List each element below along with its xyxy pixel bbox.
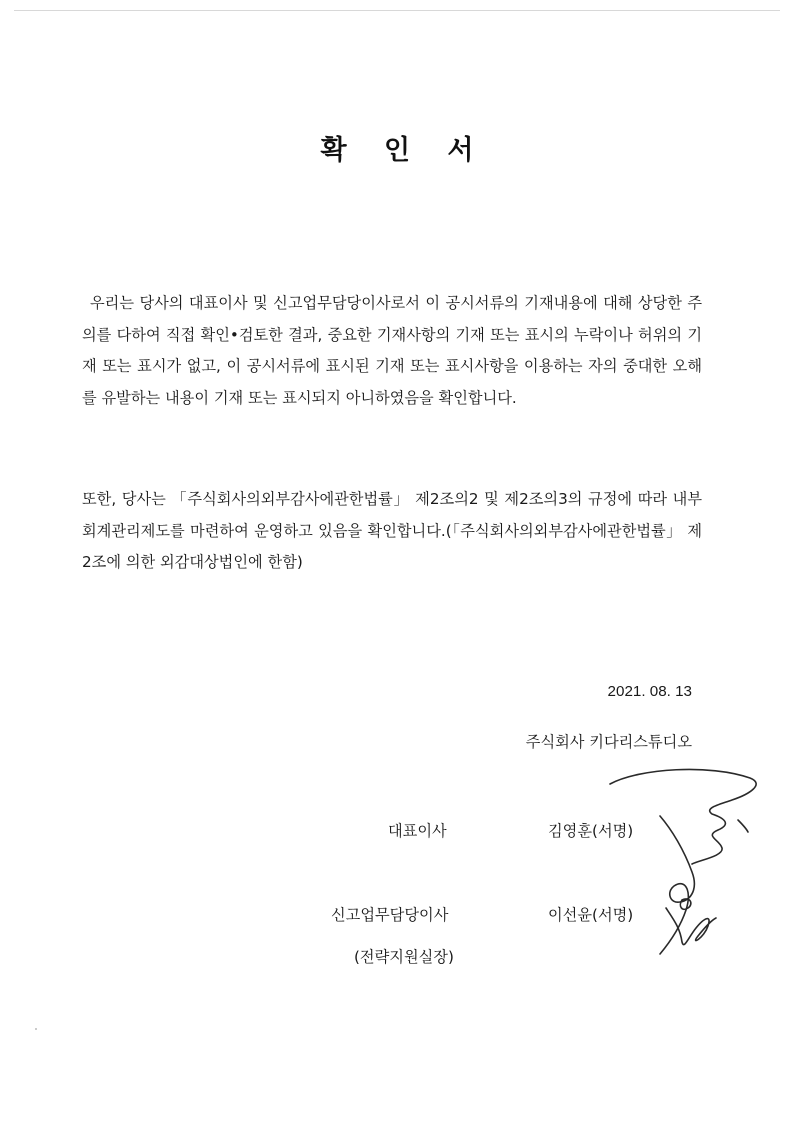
internal-control-paragraph: 또한, 당사는 「주식회사의외부감사에관한법률」 제2조의2 및 제2조의3의 규정에 따라 내부회계관리제도를 마련하여 운영하고 있음을 확인합니다.(「주식회사의외부감사에관한법률」 제2조에 의한 외감대상법인에 한함) [82,490,702,571]
scan-speck [35,1028,37,1030]
disclosure-officer-name: 이선윤(서명) [548,906,634,924]
ceo-role-label: 대표이사 [388,822,447,840]
document-title: 확 인 서 [320,135,488,166]
signature-stroke-mid [660,816,694,954]
scan-edge-line [14,10,780,11]
disclosure-officer-role-label: 신고업무담당이사 [331,906,449,924]
disclosure-officer-department: (전략지원실장) [354,948,454,966]
document-date: 2021. 08. 13 [607,683,692,700]
signature-stroke-tick [738,820,748,832]
company-name: 주식회사 키다리스튜디오 [525,733,692,751]
handwritten-signature [600,760,770,970]
signature-stroke-upper [610,769,756,864]
confirmation-paragraph: 우리는 당사의 대표이사 및 신고업무담당이사로서 이 공시서류의 기재내용에 대해 상당한 주의를 다하여 직접 확인•검토한 결과, 중요한 기재사항의 기재 또는 표시의 누락이나 허위의 기재 또는 표시가 없고, 이 공시서류에 표시된 기재 또는 표시사항을 이용하는 자의 중대한 오해를 유발하는 내용이 기재 또는 표시되지 아니하였음을 확인합니다. [82,294,702,407]
signature-stroke-loop [680,899,690,909]
signature-stroke-lower [666,908,716,945]
ceo-name: 김영훈(서명) [548,822,634,840]
